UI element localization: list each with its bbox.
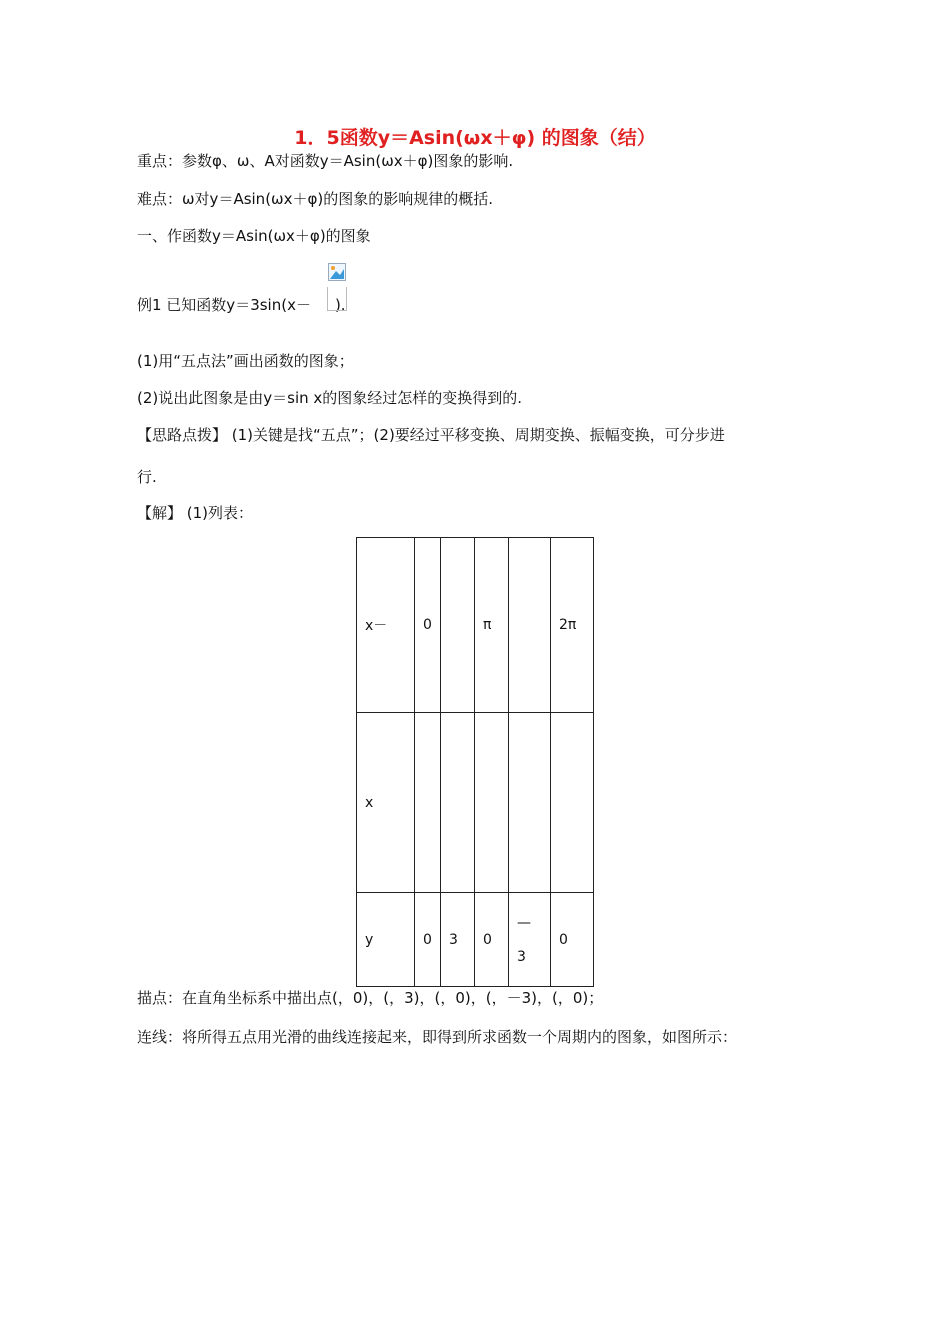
- table-row: [357, 713, 594, 893]
- document-title: 1．5函数y＝Asin(ωx＋φ) 的图象（结）: [294, 127, 656, 149]
- value-table: [356, 537, 594, 987]
- key-points-line: 重点：参数φ、ω、A对函数y＝Asin(ωx＋φ)图象的影响.: [137, 152, 514, 170]
- table-cell: 0: [415, 893, 441, 987]
- fraction-box: [327, 287, 347, 311]
- table-cell: [415, 713, 441, 893]
- broken-image-placeholder: [326, 263, 348, 315]
- table-cell: 0: [475, 893, 509, 987]
- question-2: (2)说出此图象是由y＝sin x的图象经过怎样的变换得到的.: [137, 389, 523, 407]
- hint-continuation: 行.: [137, 468, 157, 486]
- example-text: 例1 已知函数y＝3sin(x－: [137, 296, 311, 314]
- hint-line: 【思路点拨】 (1)关键是找“五点”；(2)要经过平移变换、周期变换、振幅变换，可分步进: [137, 426, 725, 444]
- table-cell: π: [475, 538, 509, 713]
- table-cell: [441, 538, 475, 713]
- table-cell: 3: [441, 893, 475, 987]
- table-cell: [509, 538, 551, 713]
- table-cell: 2π: [551, 538, 594, 713]
- minus-sign: —: [517, 914, 531, 931]
- table-cell: x－: [357, 538, 415, 713]
- solution-line: 【解】 (1)列表：: [137, 504, 254, 522]
- question-1: (1)用“五点法”画出函数的图象；: [137, 352, 354, 370]
- value-text: 3: [517, 948, 526, 965]
- table-cell: [475, 713, 509, 893]
- table-cell: [551, 713, 594, 893]
- difficulty-line: 难点：ω对y＝Asin(ωx＋φ)的图象的影响规律的概括.: [137, 190, 493, 208]
- table-cell: x: [357, 713, 415, 893]
- table-cell: [441, 713, 475, 893]
- table-cell: [509, 713, 551, 893]
- table-cell: 0: [551, 893, 594, 987]
- plot-points-line: 描点：在直角坐标系中描出点(，0)，(，3)，(，0)，(，－3)，(，0)；: [137, 989, 604, 1007]
- table-cell: y: [357, 893, 415, 987]
- negative-value-stack: [517, 915, 550, 965]
- table-cell: 0: [415, 538, 441, 713]
- table-row: [357, 538, 594, 713]
- table-row: [357, 893, 594, 987]
- section-heading: 一、作函数y＝Asin(ωx＋φ)的图象: [137, 227, 371, 245]
- image-icon: [328, 263, 346, 281]
- connect-line: 连线：将所得五点用光滑的曲线连接起来，即得到所求函数一个周期内的图象，如图所示：: [137, 1028, 738, 1046]
- example-end: ).: [334, 296, 346, 314]
- example-line: [137, 295, 346, 315]
- table-cell: [509, 893, 551, 987]
